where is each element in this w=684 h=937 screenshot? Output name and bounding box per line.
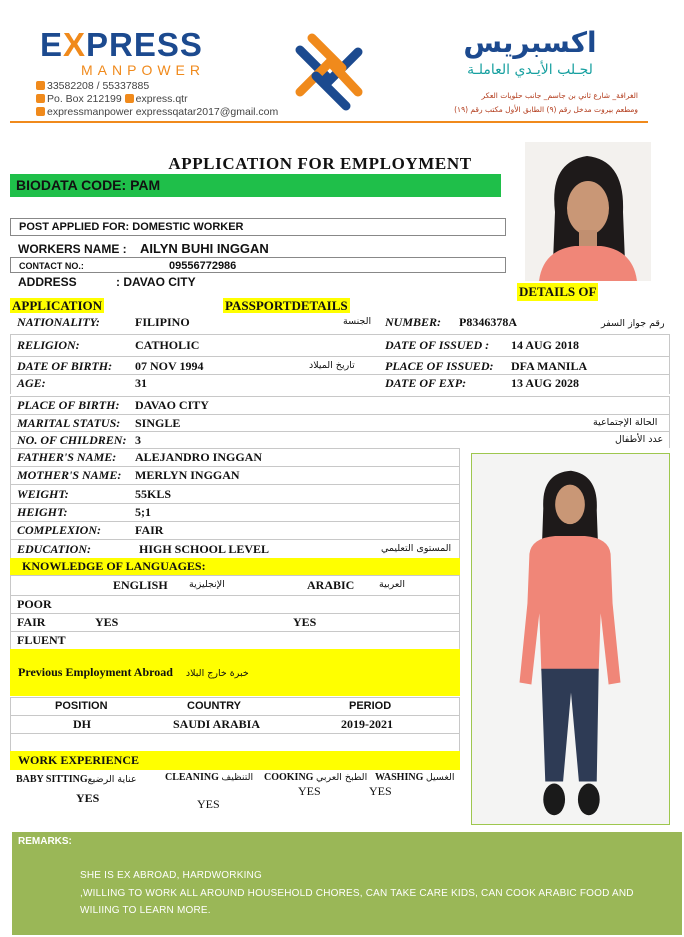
logo-x-letter: X xyxy=(63,26,87,63)
age-label: AGE: xyxy=(17,376,46,390)
children-ar: عدد الأطفال xyxy=(615,434,664,445)
header-phones: 33582208 / 55337885 xyxy=(47,80,150,92)
prev-country-value: SAUDI ARABIA xyxy=(173,717,261,731)
table-row xyxy=(10,715,460,733)
skill-label: WASHING xyxy=(375,772,424,783)
table-row xyxy=(10,374,670,394)
children-value: 3 xyxy=(135,433,141,447)
passport-number-label: NUMBER: xyxy=(385,315,442,329)
logo-en-sub: MANPOWER xyxy=(81,62,205,78)
remarks-line: WILIING TO LEARN MORE. xyxy=(80,905,211,916)
fair-english-value: YES xyxy=(95,615,119,629)
col-position: POSITION xyxy=(55,700,108,712)
contact-label: CONTACT NO.: xyxy=(19,261,84,271)
workers-name-label: WORKERS NAME : xyxy=(18,242,127,256)
passport-number-value: P8346378A xyxy=(459,315,517,329)
languages-header-row xyxy=(10,575,460,595)
table-row xyxy=(10,414,670,431)
arabic-ar: العربية xyxy=(379,579,405,590)
skill-value: YES xyxy=(298,784,321,798)
logo-ar-main: اكسبريس xyxy=(463,26,597,59)
prev-position-value: DH xyxy=(73,717,91,731)
page-title: APPLICATION FOR EMPLOYMENT xyxy=(168,154,472,173)
skill-value: YES xyxy=(369,784,392,798)
remarks-line: SHE IS EX ABROAD, HARDWORKING xyxy=(80,870,262,881)
dob-label: DATE OF BIRTH: xyxy=(17,359,113,373)
skill-baby-sitting xyxy=(16,774,137,806)
knot-logo-icon xyxy=(290,30,368,114)
table-row xyxy=(10,484,460,503)
instagram-icon xyxy=(36,107,45,116)
date-issued-value: 14 AUG 2018 xyxy=(511,338,580,352)
place-issued-value: DFA MANILA xyxy=(511,359,588,373)
workers-name-row xyxy=(18,241,269,256)
skill-label: BABY SITTING xyxy=(16,774,88,785)
contact-field xyxy=(10,257,506,273)
skill-label-ar: عناية الرضيع xyxy=(87,774,137,785)
marital-status-value: SINGLE xyxy=(135,416,181,430)
previous-table-header xyxy=(10,697,460,715)
dob-ar: تاريخ الميلاد xyxy=(309,360,355,371)
prev-period-value: 2019-2021 xyxy=(341,717,393,731)
table-row xyxy=(10,356,670,374)
header-social: express.qtr xyxy=(135,93,188,105)
skill-cleaning xyxy=(165,772,253,812)
dob-value: 07 NOV 1994 xyxy=(135,359,204,373)
height-value: 5;1 xyxy=(135,505,151,519)
skill-cooking xyxy=(264,772,367,799)
nationality-value: FILIPINO xyxy=(135,315,190,329)
date-exp-value: 13 AUG 2028 xyxy=(511,376,580,390)
address-label: ADDRESS xyxy=(18,275,77,289)
mother-name-value: MERLYN INGGAN xyxy=(135,468,240,482)
date-exp-label: DATE OF EXP: xyxy=(385,376,467,390)
education-label: EDUCATION: xyxy=(17,542,92,556)
religion-value: CATHOLIC xyxy=(135,338,200,352)
express-logo-arabic xyxy=(430,26,630,78)
skill-label-ar: الغسيل xyxy=(425,772,455,783)
table-row xyxy=(10,613,460,631)
weight-value: 55KLS xyxy=(135,487,172,501)
express-logo xyxy=(40,28,240,78)
header-arabic-address xyxy=(398,89,638,117)
remarks-line: ,WILLING TO WORK ALL AROUND HOUSEHOLD CHORES, CAN TAKE CARE KIDS, CAN COOK ARABIC FOOD AND xyxy=(80,888,634,899)
table-row xyxy=(10,539,460,558)
portrait-photo xyxy=(525,142,651,281)
skill-value: YES xyxy=(76,791,100,805)
father-name-value: ALEJANDRO INGGAN xyxy=(135,450,263,464)
level-poor: POOR xyxy=(17,597,52,611)
header-pobox: Po. Box 212199 xyxy=(47,93,122,105)
english-label: ENGLISH xyxy=(113,578,168,592)
education-value: HIGH SCHOOL LEVEL xyxy=(139,542,270,556)
table-row xyxy=(10,631,460,649)
skill-label: COOKING xyxy=(264,772,314,783)
table-row xyxy=(10,733,460,751)
skill-label-ar: التنظيف xyxy=(221,772,254,783)
ar-address-line: ومطعم بيروت مدخل رقم (٩) الطابق الأول مكتب رقم (١٩) xyxy=(454,105,638,114)
logo-ar-sub: لجـلب الأيـدي العاملـة xyxy=(467,62,593,78)
father-name-label: FATHER'S NAME: xyxy=(17,450,117,464)
date-issued-label: DATE OF ISSUED : xyxy=(385,338,490,352)
full-body-photo xyxy=(471,453,670,825)
religion-label: RELIGION: xyxy=(17,338,80,352)
mother-name-label: MOTHER'S NAME: xyxy=(17,468,122,482)
table-row xyxy=(10,313,670,331)
fair-arabic-value: YES xyxy=(293,615,317,629)
address-value: : DAVAO CITY xyxy=(116,275,196,289)
table-row xyxy=(10,521,460,539)
skill-value: YES xyxy=(197,797,220,811)
workers-name-value: AILYN BUHI INGGAN xyxy=(140,241,269,256)
table-row xyxy=(10,396,670,414)
details-of-label: DETAILS OF xyxy=(519,284,597,299)
complexion-label: COMPLEXION: xyxy=(17,523,102,537)
header-contacts xyxy=(36,80,278,119)
work-experience-header: WORK EXPERIENCE xyxy=(10,751,460,770)
age-value: 31 xyxy=(135,376,147,390)
previous-employment-ar: خبرة خارج البلاد xyxy=(185,668,249,679)
logo-en-main: EXPRESS xyxy=(40,26,203,63)
table-row xyxy=(10,334,670,356)
english-ar: الإنجليزية xyxy=(189,579,225,590)
contact-value: 09556772986 xyxy=(169,260,237,272)
table-row xyxy=(10,448,460,466)
mailbox-icon xyxy=(36,94,45,103)
previous-employment-header xyxy=(10,649,460,696)
level-fair: FAIR xyxy=(17,615,46,629)
place-of-birth-label: PLACE OF BIRTH: xyxy=(17,398,120,412)
previous-employment-title: Previous Employment Abroad xyxy=(18,665,173,679)
place-of-birth-value: DAVAO CITY xyxy=(135,398,209,412)
table-row xyxy=(10,431,670,448)
marital-status-label: MARITAL STATUS: xyxy=(17,416,121,430)
level-fluent: FLUENT xyxy=(17,633,66,647)
skill-washing xyxy=(369,772,455,799)
phone-icon xyxy=(36,81,45,90)
nationality-ar: الجنسة xyxy=(343,316,372,327)
post-applied-field: POST APPLIED FOR: DOMESTIC WORKER xyxy=(10,218,506,236)
arabic-label: ARABIC xyxy=(307,578,355,592)
col-country: COUNTRY xyxy=(187,700,241,712)
place-issued-label: PLACE OF ISSUED: xyxy=(385,359,494,373)
passport-number-ar: رقم جواز السفر xyxy=(601,318,665,329)
remarks-section xyxy=(12,832,682,935)
nationality-label: NATIONALITY: xyxy=(17,315,100,329)
header-email: expressmanpower expressqatar2017@gmail.com xyxy=(47,106,279,118)
facebook-icon xyxy=(125,94,134,103)
table-row xyxy=(10,503,460,521)
skill-label: CLEANING xyxy=(165,772,219,783)
height-label: HEIGHT: xyxy=(17,505,68,519)
col-period: PERIOD xyxy=(349,700,392,712)
weight-label: WEIGHT: xyxy=(17,487,69,501)
table-row xyxy=(10,466,460,484)
education-ar: المستوى التعليمي xyxy=(381,543,452,554)
children-label: NO. OF CHILDREN: xyxy=(17,433,127,447)
languages-header: KNOWLEDGE OF LANGUAGES: xyxy=(10,558,460,575)
marital-status-ar: الحالة الإجتماعية xyxy=(593,417,658,428)
biodata-code-bar: BIODATA CODE: PAM xyxy=(10,174,501,197)
application-label: APPLICATION xyxy=(12,298,103,313)
skill-label-ar: الطبخ العربي xyxy=(315,772,368,783)
header-divider xyxy=(10,121,648,123)
ar-address-line: الغرافة_ شارع ثاني بن جاسم_ جانب حلويات العكر xyxy=(481,91,638,100)
table-row xyxy=(10,595,460,613)
remarks-title: REMARKS: xyxy=(18,836,72,847)
complexion-value: FAIR xyxy=(135,523,164,537)
address-row xyxy=(18,275,196,289)
passport-details-label: PASSPORTDETAILS xyxy=(225,298,348,313)
